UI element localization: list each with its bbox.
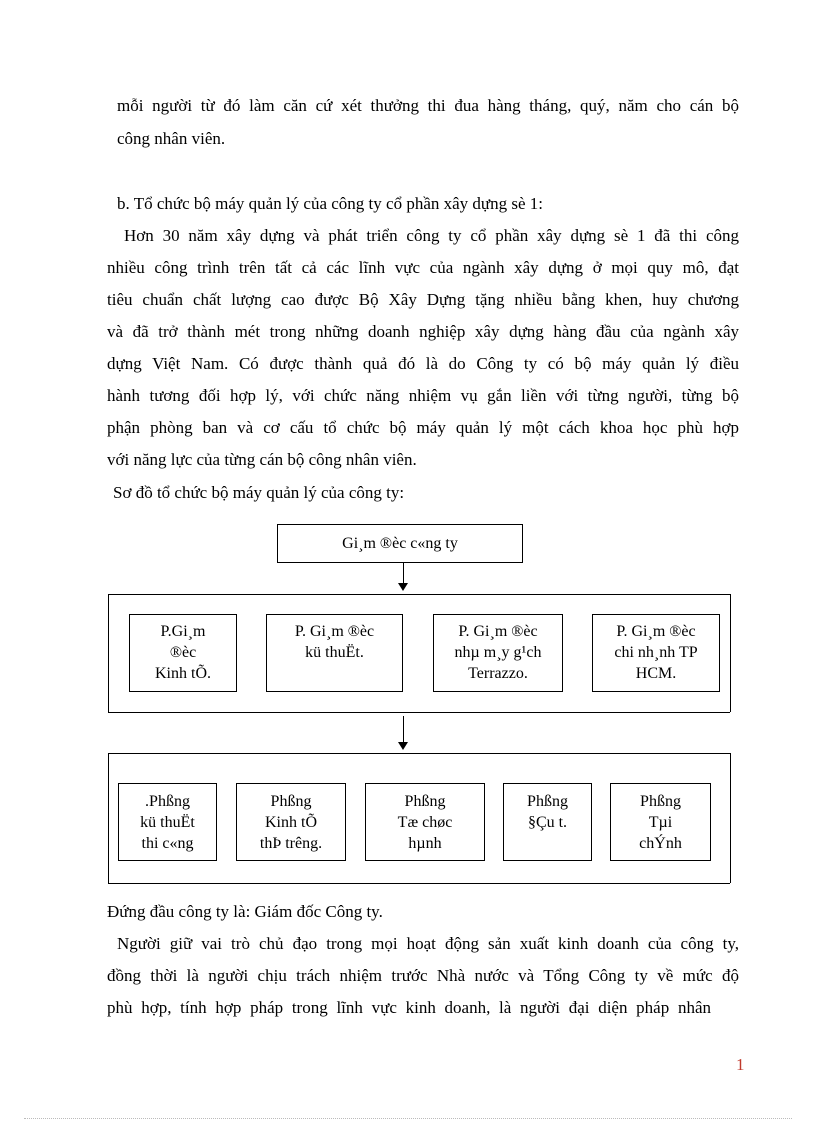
band-left-line xyxy=(108,594,109,712)
paragraph-line: và đã trở thành mét trong những doanh nghiệp xây dựng hàng đầu của ngành xây xyxy=(107,322,739,341)
department-box xyxy=(610,783,711,861)
department-box xyxy=(503,783,592,861)
band-right-line xyxy=(730,753,731,883)
department-label: Tµi xyxy=(648,814,673,831)
department-label: thÞ trêng. xyxy=(259,835,323,852)
deputy-label: nhµ m¸y g¹ch xyxy=(454,644,542,661)
department-label: Phßng xyxy=(527,793,568,810)
chart-caption: Sơ đồ tổ chức bộ máy quản lý của công ty: xyxy=(113,483,405,502)
band-right-line xyxy=(730,594,731,712)
deputy-label: chi nh¸nh TP xyxy=(614,644,698,661)
director-box xyxy=(277,524,523,563)
paragraph-line: nhiều công trình trên tất cả các lĩnh vực của ngành xây dựng ở mọi quy mô, đạt xyxy=(107,258,739,277)
arrow-down-icon xyxy=(398,742,408,750)
department-box xyxy=(118,783,217,861)
department-label: thi c«ng xyxy=(141,835,194,852)
arrow-down-icon xyxy=(398,583,408,591)
department-box xyxy=(236,783,346,861)
department-box xyxy=(365,783,485,861)
deputy-label: P.Gi¸m xyxy=(160,623,206,640)
director-label: Gi¸m ®èc c«ng ty xyxy=(342,535,458,552)
paragraph-line: dựng Việt Nam. Có được thành quả đó là do Công ty có bộ máy quản lý điều xyxy=(107,354,739,373)
paragraph-line: tiêu chuẩn chất lượng cao được Bộ Xây Dựng tặng nhiều bằng khen, huy chương xyxy=(107,290,739,309)
deputy-label: P. Gi¸m ®èc xyxy=(616,623,696,640)
band-bottom-line xyxy=(108,712,730,713)
paragraph-line: Người giữ vai trò chủ đạo trong mọi hoạt động sản xuất kinh doanh của công ty, xyxy=(117,934,739,953)
paragraph-line: đồng thời là người chịu trách nhiệm trước Nhà nước và Tổng Công ty về mức độ xyxy=(107,966,739,985)
connector-line xyxy=(403,716,404,742)
department-label: §Çu t. xyxy=(527,814,568,831)
deputy-label: P. Gi¸m ®èc xyxy=(458,623,538,640)
connector-line xyxy=(403,563,404,585)
department-label: Tæ chøc xyxy=(397,814,453,831)
deputy-label: Terrazzo. xyxy=(468,665,528,682)
page-number: 1 xyxy=(736,1055,745,1074)
department-label: chÝnh xyxy=(639,835,682,852)
paragraph-line: Hơn 30 năm xây dựng và phát triển công ty cổ phần xây dựng sè 1 đã thi công xyxy=(124,226,739,245)
deputy-box xyxy=(592,614,720,692)
paragraph-line: công nhân viên. xyxy=(117,129,226,148)
paragraph-line: hành tương đối hợp lý, với chức năng nhiệm vụ gắn liền với từng người, từng bộ xyxy=(107,386,739,405)
department-label: kü thuËt xyxy=(140,814,195,831)
deputy-label: HCM. xyxy=(635,665,677,682)
deputy-label: P. Gi¸m ®èc xyxy=(294,623,375,640)
band-top-line xyxy=(108,753,730,754)
section-heading: b. Tổ chức bộ máy quản lý của công ty cổ phần xây dựng sè 1: xyxy=(117,194,544,213)
deputy-box xyxy=(433,614,563,692)
band-left-line xyxy=(108,753,109,883)
band-bottom-line xyxy=(108,883,730,884)
paragraph-line: Đứng đầu công ty là: Giám đốc Công ty. xyxy=(107,902,383,921)
department-label: Phßng xyxy=(640,793,681,810)
department-label: .Phßng xyxy=(145,793,190,810)
department-label: Phßng xyxy=(270,793,312,810)
page-edge-divider xyxy=(24,1118,792,1119)
deputy-box xyxy=(266,614,403,692)
paragraph-line: với năng lực của từng cán bộ công nhân viên. xyxy=(107,450,417,469)
deputy-label: kü thuËt. xyxy=(305,644,364,661)
deputy-label: ®èc xyxy=(169,644,197,661)
paragraph-line: mỗi người từ đó làm căn cứ xét thưởng thi đua hàng tháng, quý, năm cho cán bộ xyxy=(117,96,739,115)
paragraph-line: phù hợp, tính hợp pháp trong lĩnh vực kinh doanh, là người đại diện pháp nhân xyxy=(107,998,711,1017)
department-label: hµnh xyxy=(408,835,442,852)
deputy-label: Kinh tÕ. xyxy=(155,665,211,682)
department-label: Kinh tÕ xyxy=(265,814,317,831)
band-top-line xyxy=(108,594,730,595)
department-label: Phßng xyxy=(404,793,446,810)
paragraph-line: phận phòng ban và cơ cấu tổ chức bộ máy quản lý một cách khoa học phù hợp xyxy=(107,418,739,437)
deputy-box xyxy=(129,614,237,692)
